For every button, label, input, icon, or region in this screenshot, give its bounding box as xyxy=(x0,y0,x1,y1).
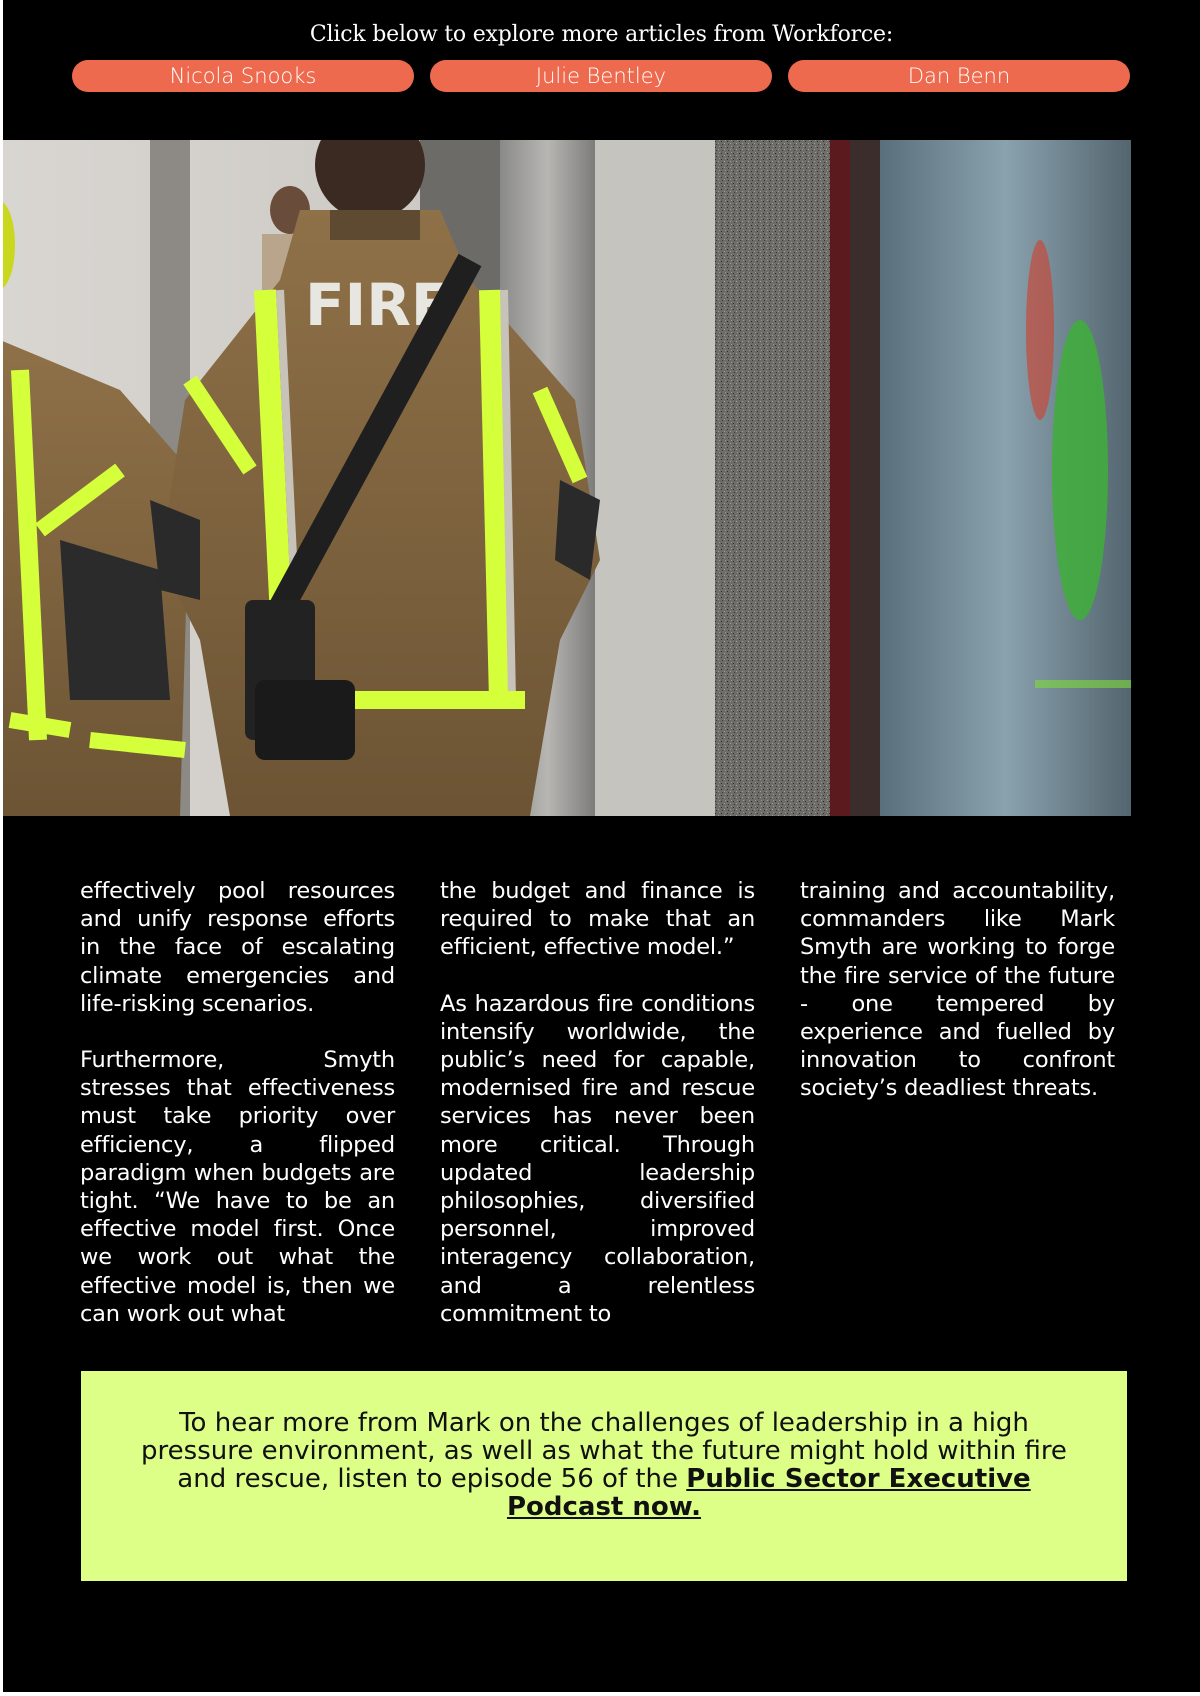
author-button-nicola-snooks[interactable]: Nicola Snooks xyxy=(72,60,414,92)
header xyxy=(3,0,1200,138)
article-body xyxy=(80,877,1130,1332)
fire-jacket-text: FIRE xyxy=(305,271,451,339)
page xyxy=(3,0,1200,1692)
article-column-3 xyxy=(800,877,1115,1131)
paragraph: Furthermore, Smyth stresses that effectiveness must take priority over efficiency, a flipped paradigm when budgets are tight. “We have to be an effective model first. Once we work out what the effective model is, then we can work out what xyxy=(80,1047,395,1327)
author-button-dan-benn[interactable]: Dan Benn xyxy=(788,60,1130,92)
author-button-julie-bentley[interactable]: Julie Bentley xyxy=(430,60,772,92)
podcast-link[interactable]: Public Sector Executive Podcast now. xyxy=(506,1464,1031,1522)
firefighter-photo xyxy=(3,140,1131,816)
article-column-2 xyxy=(440,877,755,1356)
paragraph: As hazardous fire conditions intensify worldwide, the public’s need for capable, modernised fire and rescue services has never been more critical. Through updated leadership philosophies, diversified personnel, improved interagency collaboration, and a relentless commitment to xyxy=(440,990,755,1327)
callout-body: To hear more from Mark on the challenges of leadership in a high pressure environment, as well as what the future might hold within fire and rescue, listen to episode 56 of the xyxy=(141,1408,1067,1494)
explore-title: Click below to explore more articles from Workforce: xyxy=(309,22,894,47)
paragraph: effectively pool resources and unify response efforts in the face of escalating climate emergencies and life-risking scenarios. xyxy=(80,878,395,1017)
paragraph: training and accountability, commanders like Mark Smyth are working to forge the fire service of the future - one tempered by experience and fuelled by innovation to confront society’s deadliest threats. xyxy=(800,878,1115,1102)
callout-text xyxy=(141,1409,1067,1521)
article-column-1 xyxy=(80,877,395,1356)
paragraph: the budget and finance is required to make that an efficient, effective model.” xyxy=(440,878,755,961)
podcast-callout xyxy=(81,1371,1127,1581)
